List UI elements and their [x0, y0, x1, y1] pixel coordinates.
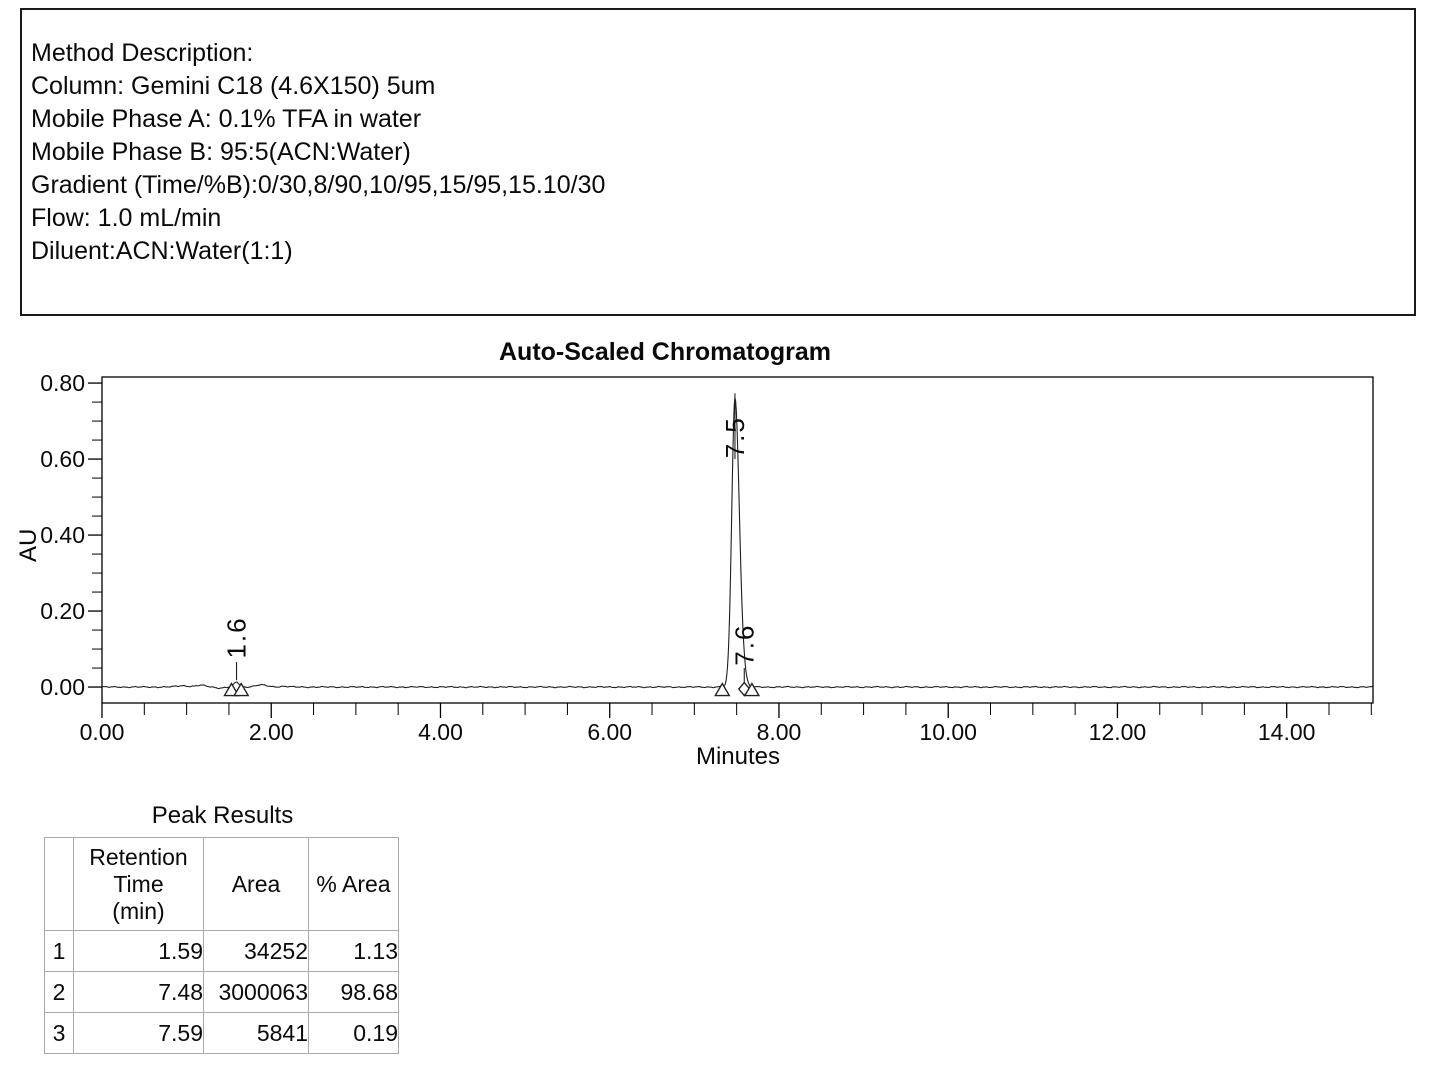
cell-pct-area: 98.68: [309, 972, 399, 1013]
method-line: Diluent:ACN:Water(1:1): [31, 237, 293, 265]
method-line: Gradient (Time/%B):0/30,8/90,10/95,15/95,15.10/30: [31, 171, 606, 199]
y-tick-label: 0.40: [40, 522, 85, 549]
chart-title-text: Auto-Scaled Chromatogram: [499, 338, 831, 366]
header-line: Retention: [89, 843, 188, 870]
peak-results-title: Peak Results: [151, 802, 294, 829]
table-row: [45, 972, 399, 1013]
integration-triangle-marker: [234, 684, 248, 696]
method-line: Mobile Phase A: 0.1% TFA in water: [31, 105, 422, 133]
integration-triangle-marker: [715, 684, 729, 696]
y-tick-label: 0.80: [40, 370, 85, 397]
header-retention-time: [74, 838, 204, 931]
x-tick-label: 6.00: [587, 719, 633, 745]
method-line: Column: Gemini C18 (4.6X150) 5um: [31, 72, 436, 100]
cell-retention-time: 1.59: [74, 931, 204, 972]
row-number: 1: [45, 931, 74, 972]
cell-retention-time: 7.48: [74, 972, 204, 1013]
cell-pct-area: 0.19: [309, 1013, 399, 1054]
cell-area: 34252: [204, 931, 309, 972]
header-area: Area: [204, 838, 309, 931]
y-tick-label: 0.20: [40, 598, 85, 625]
header-line: Time: [113, 870, 164, 897]
peak-results-table: [44, 837, 399, 1054]
method-line: Method Description:: [31, 39, 254, 67]
method-line: Mobile Phase B: 95:5(ACN:Water): [31, 138, 411, 166]
header-line: (min): [112, 897, 165, 924]
cell-area: 3000063: [204, 972, 309, 1013]
x-axis-title: Minutes: [695, 743, 781, 770]
y-tick-label: 0.60: [40, 446, 85, 473]
peak-annotations: [222, 393, 760, 695]
peak-retention-label: 7.6: [729, 623, 760, 666]
row-number: 3: [45, 1013, 74, 1054]
x-tick-label: 10.00: [919, 719, 977, 745]
peak-results-section: [44, 802, 401, 1054]
y-tick-label: 0.00: [40, 674, 85, 701]
x-tick-label: 12.00: [1088, 719, 1147, 745]
x-tick-label: 14.00: [1257, 719, 1316, 745]
peak-retention-label: 7.5: [719, 416, 750, 459]
x-tick-label: 0.00: [79, 719, 125, 745]
table-row: [45, 931, 399, 972]
y-axis-title: AU: [15, 528, 42, 562]
x-tick-label: 4.00: [418, 719, 463, 745]
chart-title: [499, 338, 831, 366]
method-line: Flow: 1.0 mL/min: [31, 204, 222, 232]
header-blank: [45, 838, 74, 931]
cell-retention-time: 7.59: [74, 1013, 204, 1054]
x-tick-label: 8.00: [756, 719, 802, 745]
table-row: [45, 1013, 399, 1054]
header-pct-area: % Area: [309, 838, 399, 931]
peak-retention-label: 1.6: [221, 616, 252, 659]
cell-pct-area: 1.13: [309, 931, 399, 972]
chart-axes: [15, 370, 1373, 770]
cell-area: 5841: [204, 1013, 309, 1054]
row-number: 2: [45, 972, 74, 1013]
x-tick-label: 2.00: [248, 719, 294, 745]
table-header-row: [45, 838, 399, 931]
